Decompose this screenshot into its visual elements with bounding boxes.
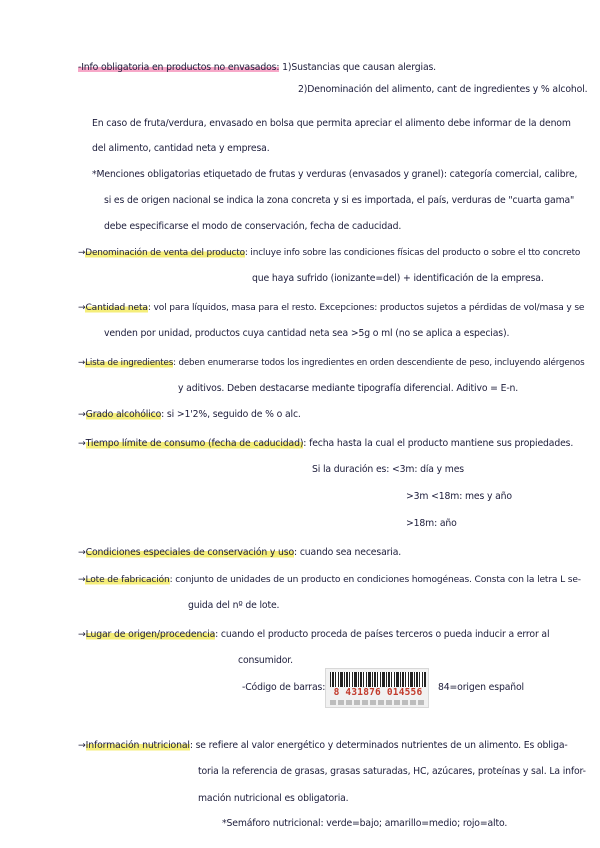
line-l13 [178, 382, 518, 396]
line-text: toria la referencia de grasas, grasas saturadas, HC, azúcares, proteínas y sal. La infor- [198, 766, 586, 777]
barcode-caption-strip [330, 700, 426, 705]
line-prefix: → [78, 409, 86, 420]
line-prefix: → [78, 438, 86, 449]
line-l03 [92, 117, 571, 131]
line-l23 [238, 654, 293, 668]
line-text: guida del nº de lote. [188, 600, 280, 611]
line-l29 [222, 817, 507, 831]
highlight-heading: Grado alcohólico [85, 409, 162, 420]
line-l06 [104, 194, 574, 208]
line-l18 [406, 517, 457, 531]
line-text: del alimento, cantidad neta y empresa. [92, 143, 270, 154]
line-text: : conjunto de unidades de un producto en condiciones homogéneas. Consta con la letra L se- [169, 575, 581, 585]
line-prefix: → [78, 740, 86, 751]
line-text: -Código de barras: [242, 682, 326, 693]
line-l26 [78, 739, 568, 753]
line-text: debe especificarse el modo de conservación, fecha de caducidad. [104, 221, 402, 232]
highlight-heading: Lista de ingredientes [85, 358, 174, 368]
line-text: Si la duración es: <3m: día y mes [312, 464, 464, 475]
line-l16 [312, 463, 464, 477]
highlight-heading: -Info obligatoria en productos no envasados: [78, 62, 280, 73]
line-text: >3m <18m: mes y año [406, 491, 512, 502]
highlight-heading: Condiciones especiales de conservación y uso [85, 547, 295, 558]
line-l04 [92, 142, 270, 156]
line-text: : deben enumerarse todos los ingredientes en orden descendiente de peso, incluyendo alérgenos [173, 358, 585, 368]
line-l14 [78, 408, 301, 422]
line-text: >18m: año [406, 518, 457, 529]
line-text: : se refiere al valor energético y determinados nutrientes de un alimento. Es obliga- [189, 740, 568, 751]
line-prefix: → [78, 547, 86, 558]
line-prefix: → [78, 358, 86, 368]
line-l21 [188, 599, 279, 613]
highlight-heading: Tiempo límite de consumo (fecha de caducidad) [85, 438, 304, 449]
line-l20 [78, 573, 581, 587]
line-prefix: → [78, 303, 86, 313]
line-text: mación nutricional es obligatoria. [198, 793, 349, 804]
line-text: y aditivos. Deben destacarse mediante tipografía diferencial. Aditivo = E-n. [178, 383, 519, 394]
line-l09 [252, 272, 544, 286]
line-text: : si >1'2%, seguido de % o alc. [161, 409, 301, 420]
line-text: *Menciones obligatorias etiquetado de frutas y verduras (envasados y granel): categoría comercial, calibre, [92, 169, 578, 180]
line-prefix: → [78, 575, 86, 585]
line-l15 [78, 437, 573, 451]
line-prefix: → [78, 248, 86, 258]
line-text: 84=origen español [438, 682, 524, 693]
line-text: si es de origen nacional se indica la zona concreta y si es importada, el país, verduras de "cuarta gama" [104, 195, 575, 206]
line-l25 [438, 681, 524, 695]
line-l01 [78, 61, 436, 75]
line-text: : cuando el producto proceda de países terceros o pueda inducir a error al [215, 629, 550, 640]
highlight-heading: Cantidad neta [85, 303, 148, 313]
line-text: 1)Sustancias que causan alergias. [279, 62, 436, 73]
highlight-heading: Denominación de venta del producto [85, 248, 245, 258]
line-text: : cuando sea necesaria. [294, 547, 402, 558]
barcode-image [325, 668, 429, 708]
line-text: En caso de fruta/verdura, envasado en bolsa que permita apreciar el alimento debe informar de la denom [92, 118, 571, 129]
line-prefix: → [78, 629, 86, 640]
line-text: 2)Denominación del alimento, cant de ingredientes y % alcohol. [298, 84, 588, 95]
line-l22 [78, 628, 549, 642]
line-l08 [78, 246, 580, 260]
line-l05 [92, 168, 577, 182]
line-l24 [242, 681, 325, 695]
highlight-heading: Información nutricional [85, 740, 190, 751]
line-l12 [78, 356, 584, 370]
line-l07 [104, 220, 401, 234]
barcode-digits: 8 431876 014556 [328, 687, 428, 698]
line-l10 [78, 301, 584, 315]
highlight-heading: Lugar de origen/procedencia [85, 629, 216, 640]
line-text: : vol para líquidos, masa para el resto. Excepciones: productos sujetos a pérdidas de vol/masa y se [147, 303, 585, 313]
line-text: venden por unidad, productos cuya cantidad neta sea >5g o ml (no se aplica a especias). [104, 328, 510, 339]
line-text: : fecha hasta la cual el producto mantiene sus propiedades. [303, 438, 574, 449]
line-text: *Semáforo nutricional: verde=bajo; amarillo=medio; rojo=alto. [222, 818, 508, 829]
line-l27 [198, 765, 586, 779]
line-l11 [104, 327, 509, 341]
line-l28 [198, 792, 349, 806]
line-text: consumidor. [238, 655, 293, 666]
line-l17 [406, 490, 512, 504]
line-text: que haya sufrido (ionizante=del) + identificación de la empresa. [252, 273, 544, 284]
line-l19 [78, 546, 401, 560]
line-l02 [298, 83, 587, 97]
highlight-heading: Lote de fabricación [85, 575, 170, 585]
line-text: : incluye info sobre las condiciones físicas del producto o sobre el tto concreto [244, 248, 581, 258]
